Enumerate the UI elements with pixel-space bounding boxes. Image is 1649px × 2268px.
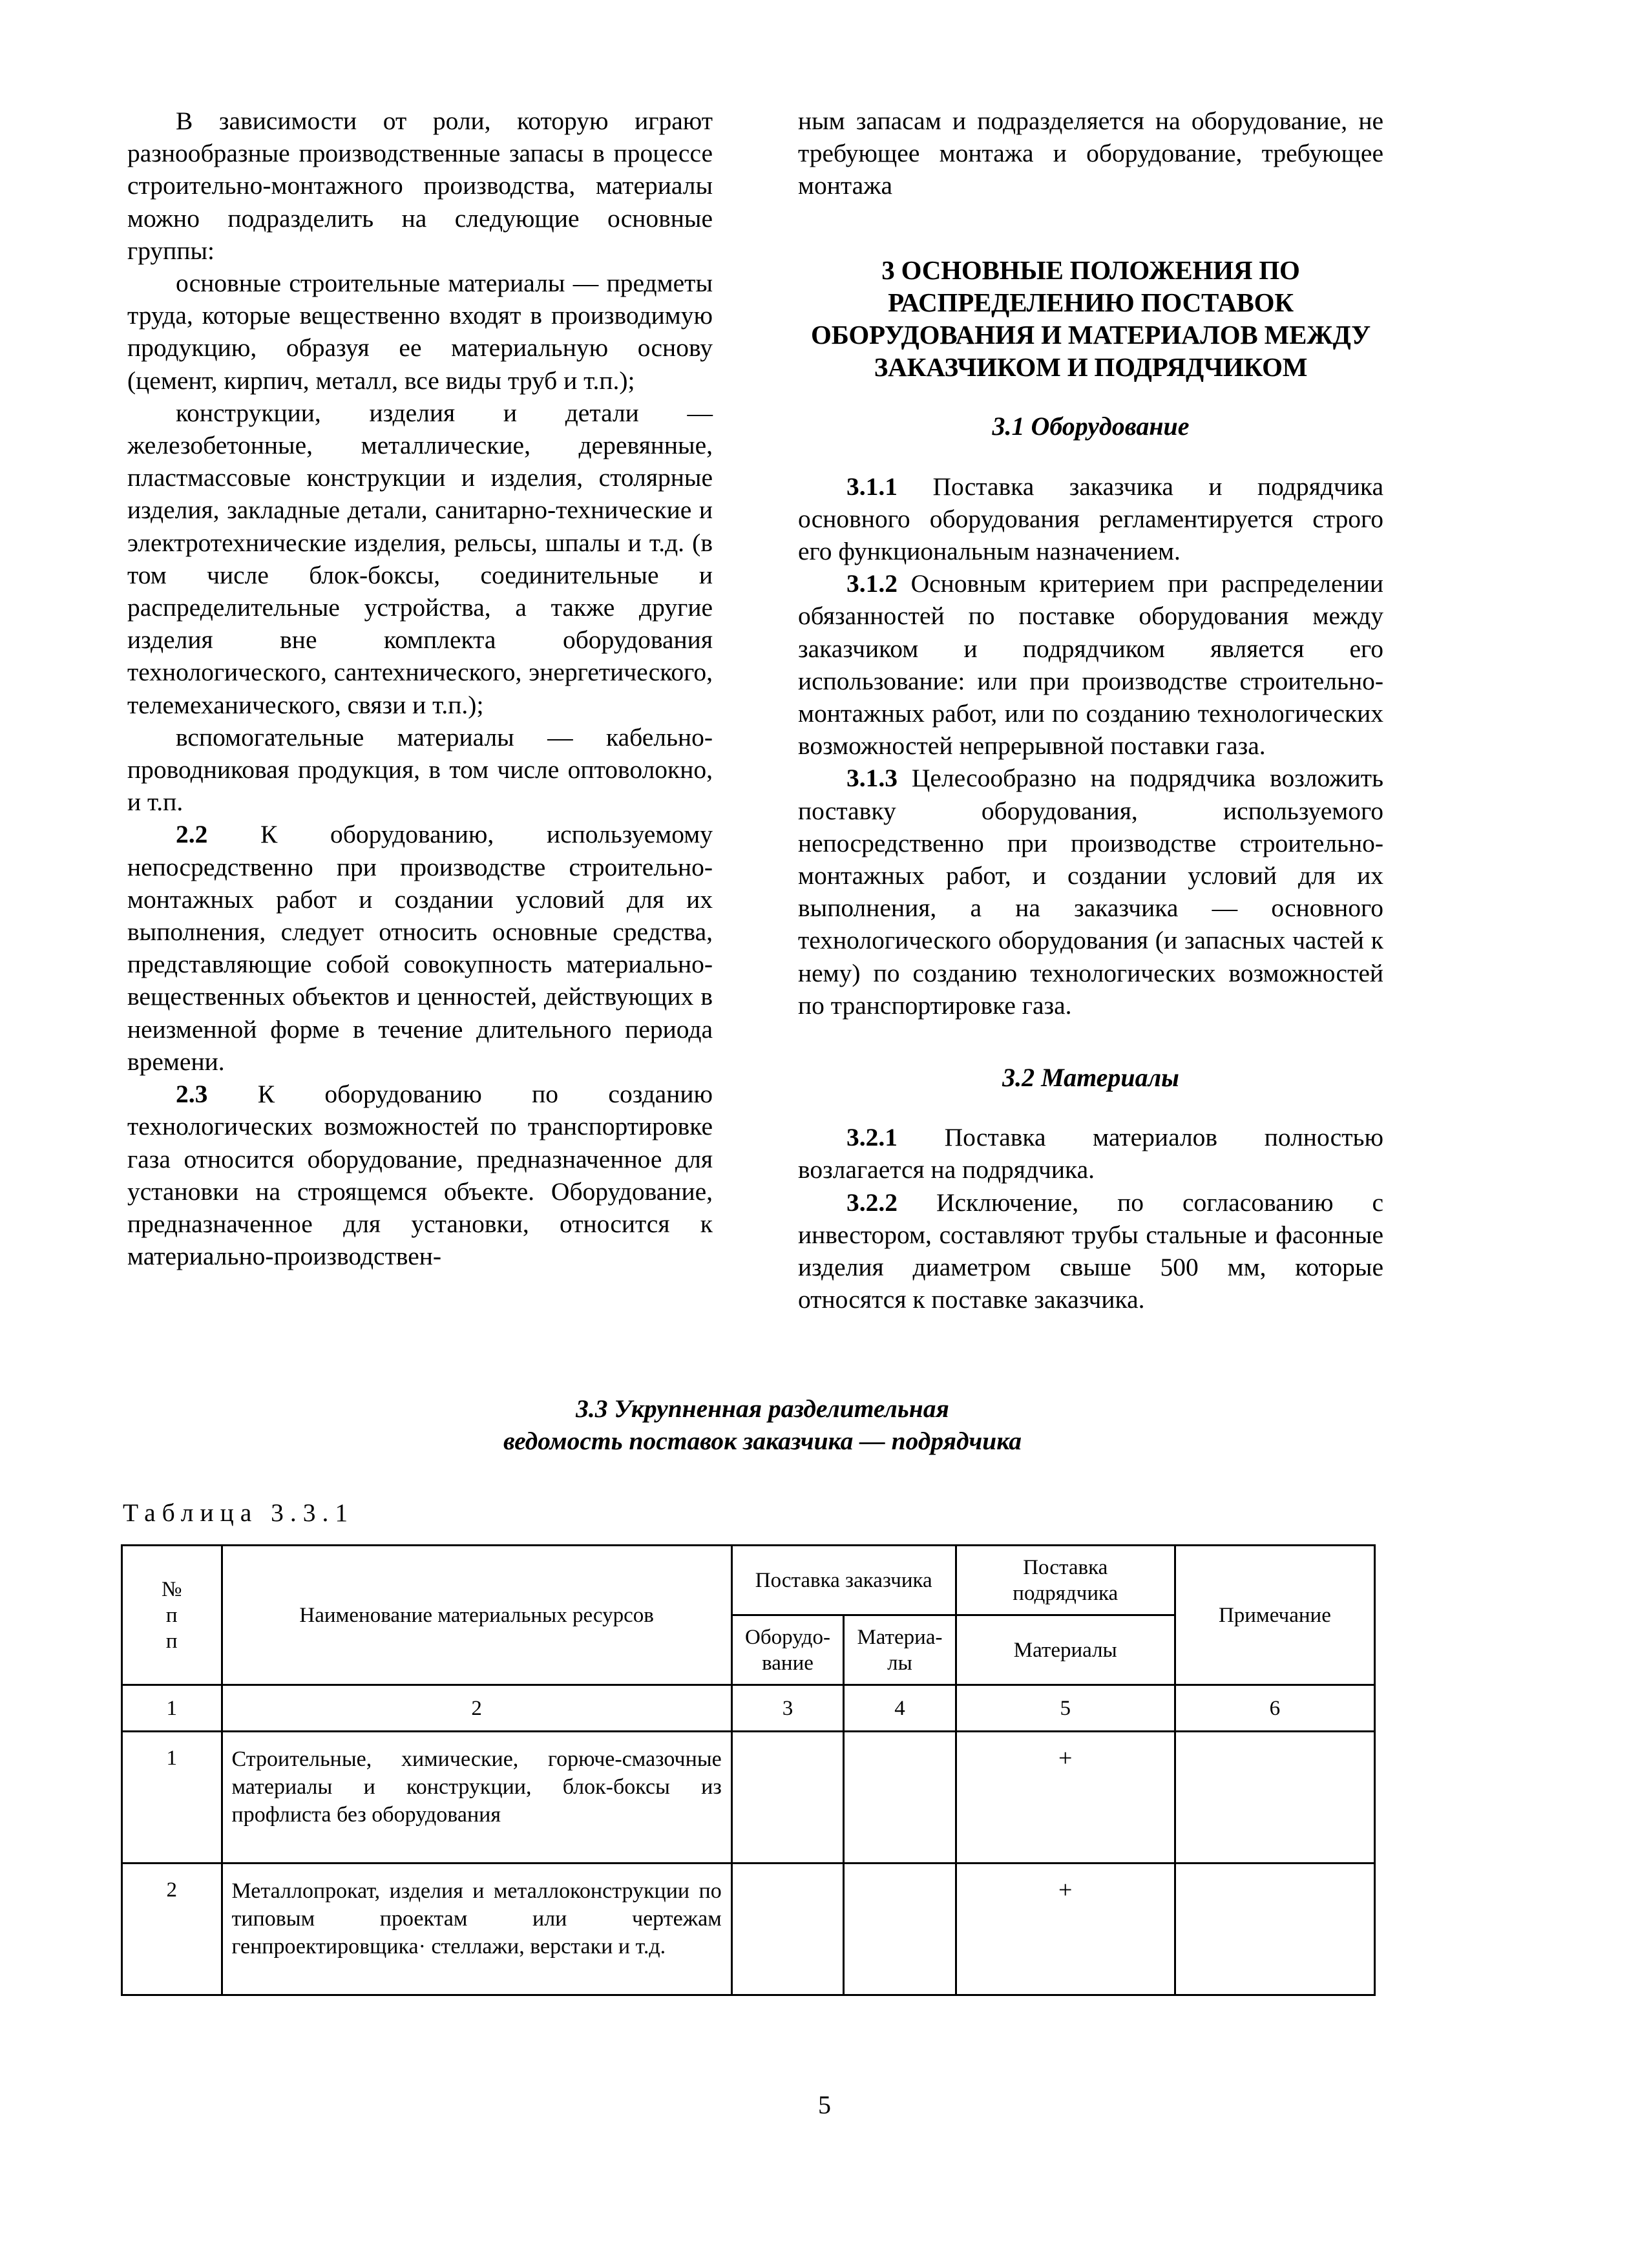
left-column <box>127 105 713 1272</box>
subsection-heading <box>213 1392 1312 1457</box>
clause-number: 2.3 <box>176 1080 208 1109</box>
header-materials-customer: Материа-лы <box>844 1615 956 1685</box>
clause-number: 3.1.2 <box>846 569 898 598</box>
header-num: № п п <box>122 1546 222 1685</box>
table-header-row <box>122 1546 1375 1615</box>
paragraph: конструкции, изделия и детали — железобетонные, металлические, деревянные, пластмассовые конструкции и изделия, столярные изделия, закладные детали, санитарно-технические и электротехнические изделия, рельсы, шпалы и т.д. (в том числе блок-боксы, соединительные и распределительные устройства, а также другие изделия вне комплекта оборудования технологического, сантехнического, энергетического, телемеханического, связи и т.п.); <box>127 398 713 719</box>
cell-note <box>1175 1732 1374 1864</box>
subsection-heading: 3.1 Оборудование <box>992 412 1190 441</box>
header-materials-contractor: Материалы <box>956 1615 1175 1685</box>
clause-number: 3.1.1 <box>846 472 898 501</box>
column-number: 6 <box>1175 1685 1374 1732</box>
column-number-row <box>122 1685 1375 1732</box>
column-number: 4 <box>844 1685 956 1732</box>
clause-text: Исключение, по согласованию с инвестором, составляют трубы стальные и фасонные изделия диаметром свыше 500 мм, которые относятся к поставке заказчика. <box>798 1188 1384 1314</box>
clause-text: Поставка материалов полностью возлагается на подрядчика. <box>798 1123 1383 1184</box>
clause-number: 3.2.1 <box>846 1123 898 1152</box>
header-equipment: Оборудо-вание <box>731 1615 843 1685</box>
paragraph <box>798 470 1383 568</box>
paragraph <box>798 567 1383 762</box>
paragraph <box>127 818 713 1078</box>
row-number: 1 <box>122 1732 222 1864</box>
row-name: Металлопрокат, изделия и металлоконструкции по типовым проектам или чертежам генпроектировщика· стеллажи, верстаки и т.д. <box>222 1864 731 1995</box>
table-row <box>122 1732 1375 1864</box>
clause-text: Поставка заказчика и подрядчика основного оборудования регламентируется строго его функциональным назначением. <box>798 472 1383 566</box>
header-note: Примечание <box>1175 1546 1374 1685</box>
clause-text: К оборудованию, используемому непосредственно при производстве строительно-монтажных работ и создании условий для их выполнения, следует относить основные средства, представляющие собой совокупность материально-вещественных объектов и ценностей, действующих в неизменной форме в течение длительного периода времени. <box>127 820 713 1076</box>
column-number: 2 <box>222 1685 731 1732</box>
paragraph: вспомогательные материалы — кабельно-проводниковая продукция, в том числе оптоволокно, и т.п. <box>127 722 713 817</box>
cell-materials-contractor: + <box>956 1732 1175 1864</box>
row-name: Строительные, химические, горюче-смазочные материалы и конструкции, блок-боксы из профлиста без оборудования <box>222 1732 731 1864</box>
paragraph <box>798 762 1383 1022</box>
subsection-heading-line: ведомость поставок заказчика — подрядчика <box>503 1427 1022 1455</box>
header-contractor: Поставка подрядчика <box>956 1546 1175 1615</box>
cell-materials-contractor: + <box>956 1864 1175 1995</box>
section-heading: 3 ОСНОВНЫЕ ПОЛОЖЕНИЯ ПО РАСПРЕДЕЛЕНИЮ ПОСТАВОК ОБОРУДОВАНИЯ И МАТЕРИАЛОВ МЕЖДУ ЗАКАЗЧИКОМ И ПОДРЯДЧИКОМ <box>811 255 1371 383</box>
column-number: 3 <box>731 1685 843 1732</box>
cell-equipment <box>731 1864 843 1995</box>
clause-text: Основным критерием при распределении обязанностей по поставке оборудования между заказчиком и подрядчиком является его использование: или при производстве строительно-монтажных работ, или по созданию технологических возможностей непрерывной поставки газа. <box>798 569 1384 761</box>
paragraph: ным запасам и подразделяется на оборудование, не требующее монтажа и оборудование, требующее монтажа <box>798 107 1383 200</box>
column-number: 1 <box>122 1685 222 1732</box>
paragraph <box>127 1078 713 1272</box>
paragraph <box>798 1121 1383 1186</box>
clause-number: 3.1.3 <box>846 764 898 793</box>
clause-number: 3.2.2 <box>846 1188 898 1217</box>
distribution-table <box>121 1544 1376 1996</box>
page-number: 5 <box>818 2090 831 2119</box>
subsection-heading: 3.2 Материалы <box>1002 1063 1179 1093</box>
right-column <box>798 105 1383 1316</box>
paragraph: В зависимости от роли, которую играют разнообразные производственные запасы в процессе строительно-монтажного производства, материалы можно подразделить на следующие основные группы: <box>127 107 713 265</box>
header-name: Наименование материальных ресурсов <box>222 1546 731 1685</box>
subsection-heading-line: 3.3 Укрупненная разделительная <box>576 1394 949 1423</box>
cell-materials-customer <box>844 1732 956 1864</box>
table-row <box>122 1864 1375 1995</box>
row-number: 2 <box>122 1864 222 1995</box>
column-number: 5 <box>956 1685 1175 1732</box>
clause-text: К оборудованию по созданию технологических возможностей по транспортировке газа относится оборудование, предназначенное для установки на строящемся объекте. Оборудование, предназначенное для установки, относится к материально-производствен- <box>127 1080 713 1271</box>
header-customer: Поставка заказчика <box>731 1546 956 1615</box>
paragraph: основные строительные материалы — предметы труда, которые вещественно входят в производимую продукцию, образуя ее материальную основу (цемент, кирпич, металл, все виды труб и т.п.); <box>127 269 713 395</box>
table-caption: Таблица 3.3.1 <box>123 1498 355 1527</box>
paragraph <box>798 1186 1383 1316</box>
clause-text: Целесообразно на подрядчика возложить поставку оборудования, используемого непосредственно при производстве строительно-монтажных работ, и создании условий для их выполнения, а на заказчика — основного технологического оборудования (и запасных частей к нему) по созданию технологических возможностей по транспортировке газа. <box>798 764 1383 1020</box>
cell-equipment <box>731 1732 843 1864</box>
clause-number: 2.2 <box>176 820 208 849</box>
cell-note <box>1175 1864 1374 1995</box>
cell-materials-customer <box>844 1864 956 1995</box>
